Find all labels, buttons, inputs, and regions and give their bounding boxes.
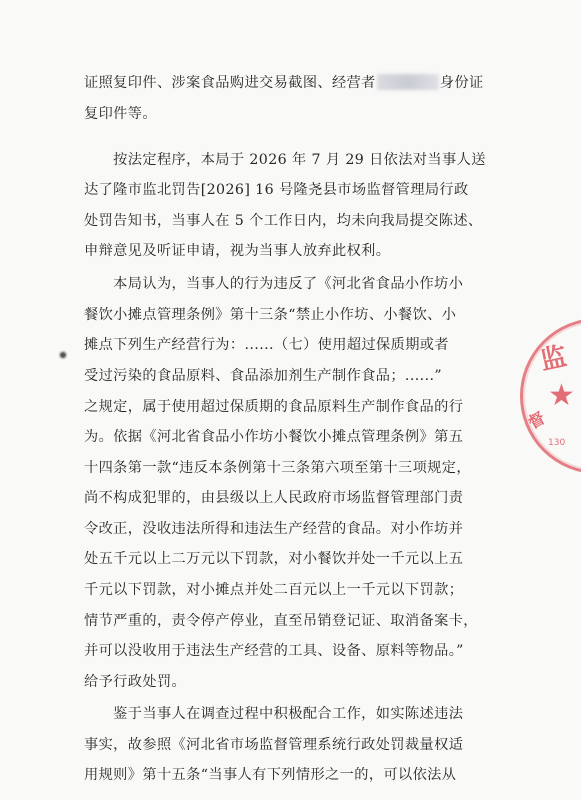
line-12: 为。依据《河北省食品小作坊小餐饮小摊点管理条例》第五 <box>84 429 464 445</box>
line-14: 尚不构成犯罪的，由县级以上人民政府市场监督管理部门责 <box>84 490 464 506</box>
line-13: 十四条第一款“违反本条例第十三条第六项至第十三项规定， <box>84 460 471 476</box>
line-5: 处罚告知书，当事人在 5 个工作日内，均未向我局提交陈述、 <box>84 213 483 229</box>
line-11: 之规定，属于使用超过保质期的食品原料生产制作食品的行 <box>84 399 464 415</box>
line-2: 复印件等。 <box>84 106 157 122</box>
line-16: 处五千元以上二万元以下罚款，对小餐饮并处一千元以上五 <box>84 551 464 567</box>
seal-mark: 督 <box>524 408 549 433</box>
line-18: 情节严重的，责令停产停业，直至吊销登记证、取消备案卡， <box>84 613 478 629</box>
line-17: 千元以下罚款，对小摊点并处二百元以上一千元以下罚款； <box>84 582 464 598</box>
line-9: 摊点下列生产经营行为：......（七）使用超过保质期或者 <box>84 337 449 353</box>
line-21: 鉴于当事人在调查过程中积极配合工作，如实陈述违法 <box>84 706 464 722</box>
line-15: 令改正，没收违法所得和违法生产经营的食品。对小作坊并 <box>84 521 464 537</box>
seal-code: 130 <box>548 438 566 448</box>
line-8: 餐饮小摊点管理条例》第十三条“禁止小作坊、小餐饮、小 <box>84 307 457 323</box>
line-19: 并可以没收用于违法生产经营的工具、设备、原料等物品。” <box>84 643 464 659</box>
line-1-after: 身份证 <box>439 75 484 91</box>
ink-speck <box>58 350 68 360</box>
line-23: 用规则》第十五条“当事人有下列情形之一的，可以依法从 <box>84 767 457 783</box>
line-22: 事实，故参照《河北省市场监督管理系统行政处罚裁量权适 <box>84 737 464 753</box>
seal-text: 监 <box>537 341 570 377</box>
line-1 <box>84 73 484 93</box>
line-20: 给予行政处罚。 <box>84 674 187 690</box>
line-7: 本局认为，当事人的行为违反了《河北省食品小作坊小 <box>84 276 464 292</box>
line-3: 按法定程序，本局于 2026 年 7 月 29 日依法对当事人送 <box>84 152 486 168</box>
line-6: 申辩意见及听证申请，视为当事人放弃此权利。 <box>84 243 391 259</box>
seal-star-icon: ★ <box>548 378 575 413</box>
redacted-name <box>377 74 439 90</box>
line-4: 达了隆市监北罚告[2026] 16 号隆尧县市场监督管理局行政 <box>84 182 469 198</box>
line-1-text: 证照复印件、涉案食品购进交易截图、经营者 <box>84 75 376 91</box>
line-10: 受过污染的食品原料、食品添加剂生产制作食品；......” <box>84 368 443 384</box>
